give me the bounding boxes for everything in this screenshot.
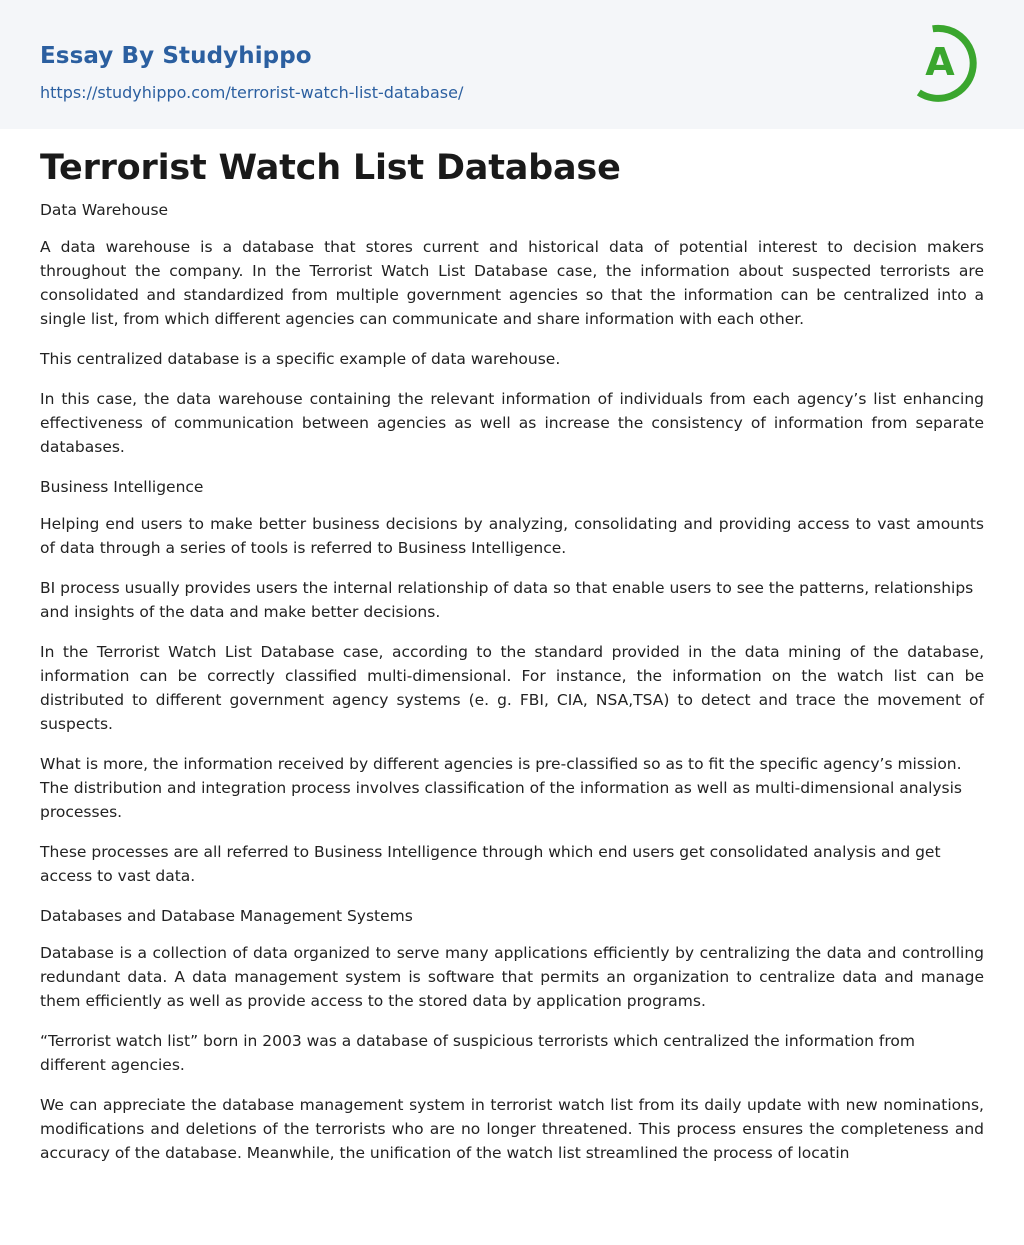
article-body [40,198,984,1165]
paragraph: Helping end users to make better business decisions by analyzing, consolidating and providing access to vast amounts of data through a series of tools is referred to Business Intelligence. [40,515,984,557]
brand-name[interactable]: Essay By Studyhippo [40,43,312,69]
paragraph: What is more, the information received by different agencies is pre-classified so as to fit the specific agency’s mission. The distribution and integration process involves classification of the information as well as multi-dimensional analysis processes. [40,755,963,821]
paragraph: These processes are all referred to Business Intelligence through which end users get consolidated analysis and get access to vast data. [40,843,941,885]
page-url-link[interactable]: https://studyhippo.com/terrorist-watch-list-database/ [40,83,464,102]
page-title: Terrorist Watch List Database [40,148,621,188]
section-heading: Databases and Database Management Systems [40,907,413,925]
paragraph: Database is a collection of data organized to serve many applications efficiently by centralizing the data and controlling redundant data. A data management system is software that permits an organization to centralize data and manage them efficiently as well as provide access to the stored data by application programs. [40,944,984,1010]
paragraph: A data warehouse is a database that stores current and historical data of potential interest to decision makers throughout the company. In the Terrorist Watch List Database case, the information about suspected terrorists are consolidated and standardized from multiple government agencies so that the information can be centralized into a single list, from which different agencies can communicate and share information with each other. [40,238,984,328]
article [0,129,1024,1165]
paragraph: In the Terrorist Watch List Database case, according to the standard provided in the data mining of the database, information can be correctly classified multi-dimensional. For instance, the information on the watch list can be distributed to different government agency systems (e. g. FBI, CIA, NSA,TSA) to detect and trace the movement of suspects. [40,643,984,733]
paragraph: BI process usually provides users the internal relationship of data so that enable users to see the patterns, relationships and insights of the data and make better decisions. [40,579,974,621]
section-heading: Data Warehouse [40,201,169,219]
logo-letter: A [925,40,955,84]
paragraph: “Terrorist watch list” born in 2003 was a database of suspicious terrorists which centralized the information from different agencies. [40,1032,915,1074]
paragraph: This centralized database is a specific example of data warehouse. [40,350,561,368]
paragraph: In this case, the data warehouse containing the relevant information of individuals from each agency’s list enhancing effectiveness of communication between agencies as well as increase the consistency of information from separate databases. [40,390,984,456]
paragraph: We can appreciate the database management system in terrorist watch list from its daily update with new nominations, modifications and deletions of the terrorists who are no longer threatened. This process ensures the completeness and accuracy of the database. Meanwhile, the unification of the watch list streamlined the process of locatin [40,1096,984,1162]
section-heading: Business Intelligence [40,478,204,496]
site-header [0,0,1024,129]
studyhippo-logo-icon[interactable] [912,19,986,105]
